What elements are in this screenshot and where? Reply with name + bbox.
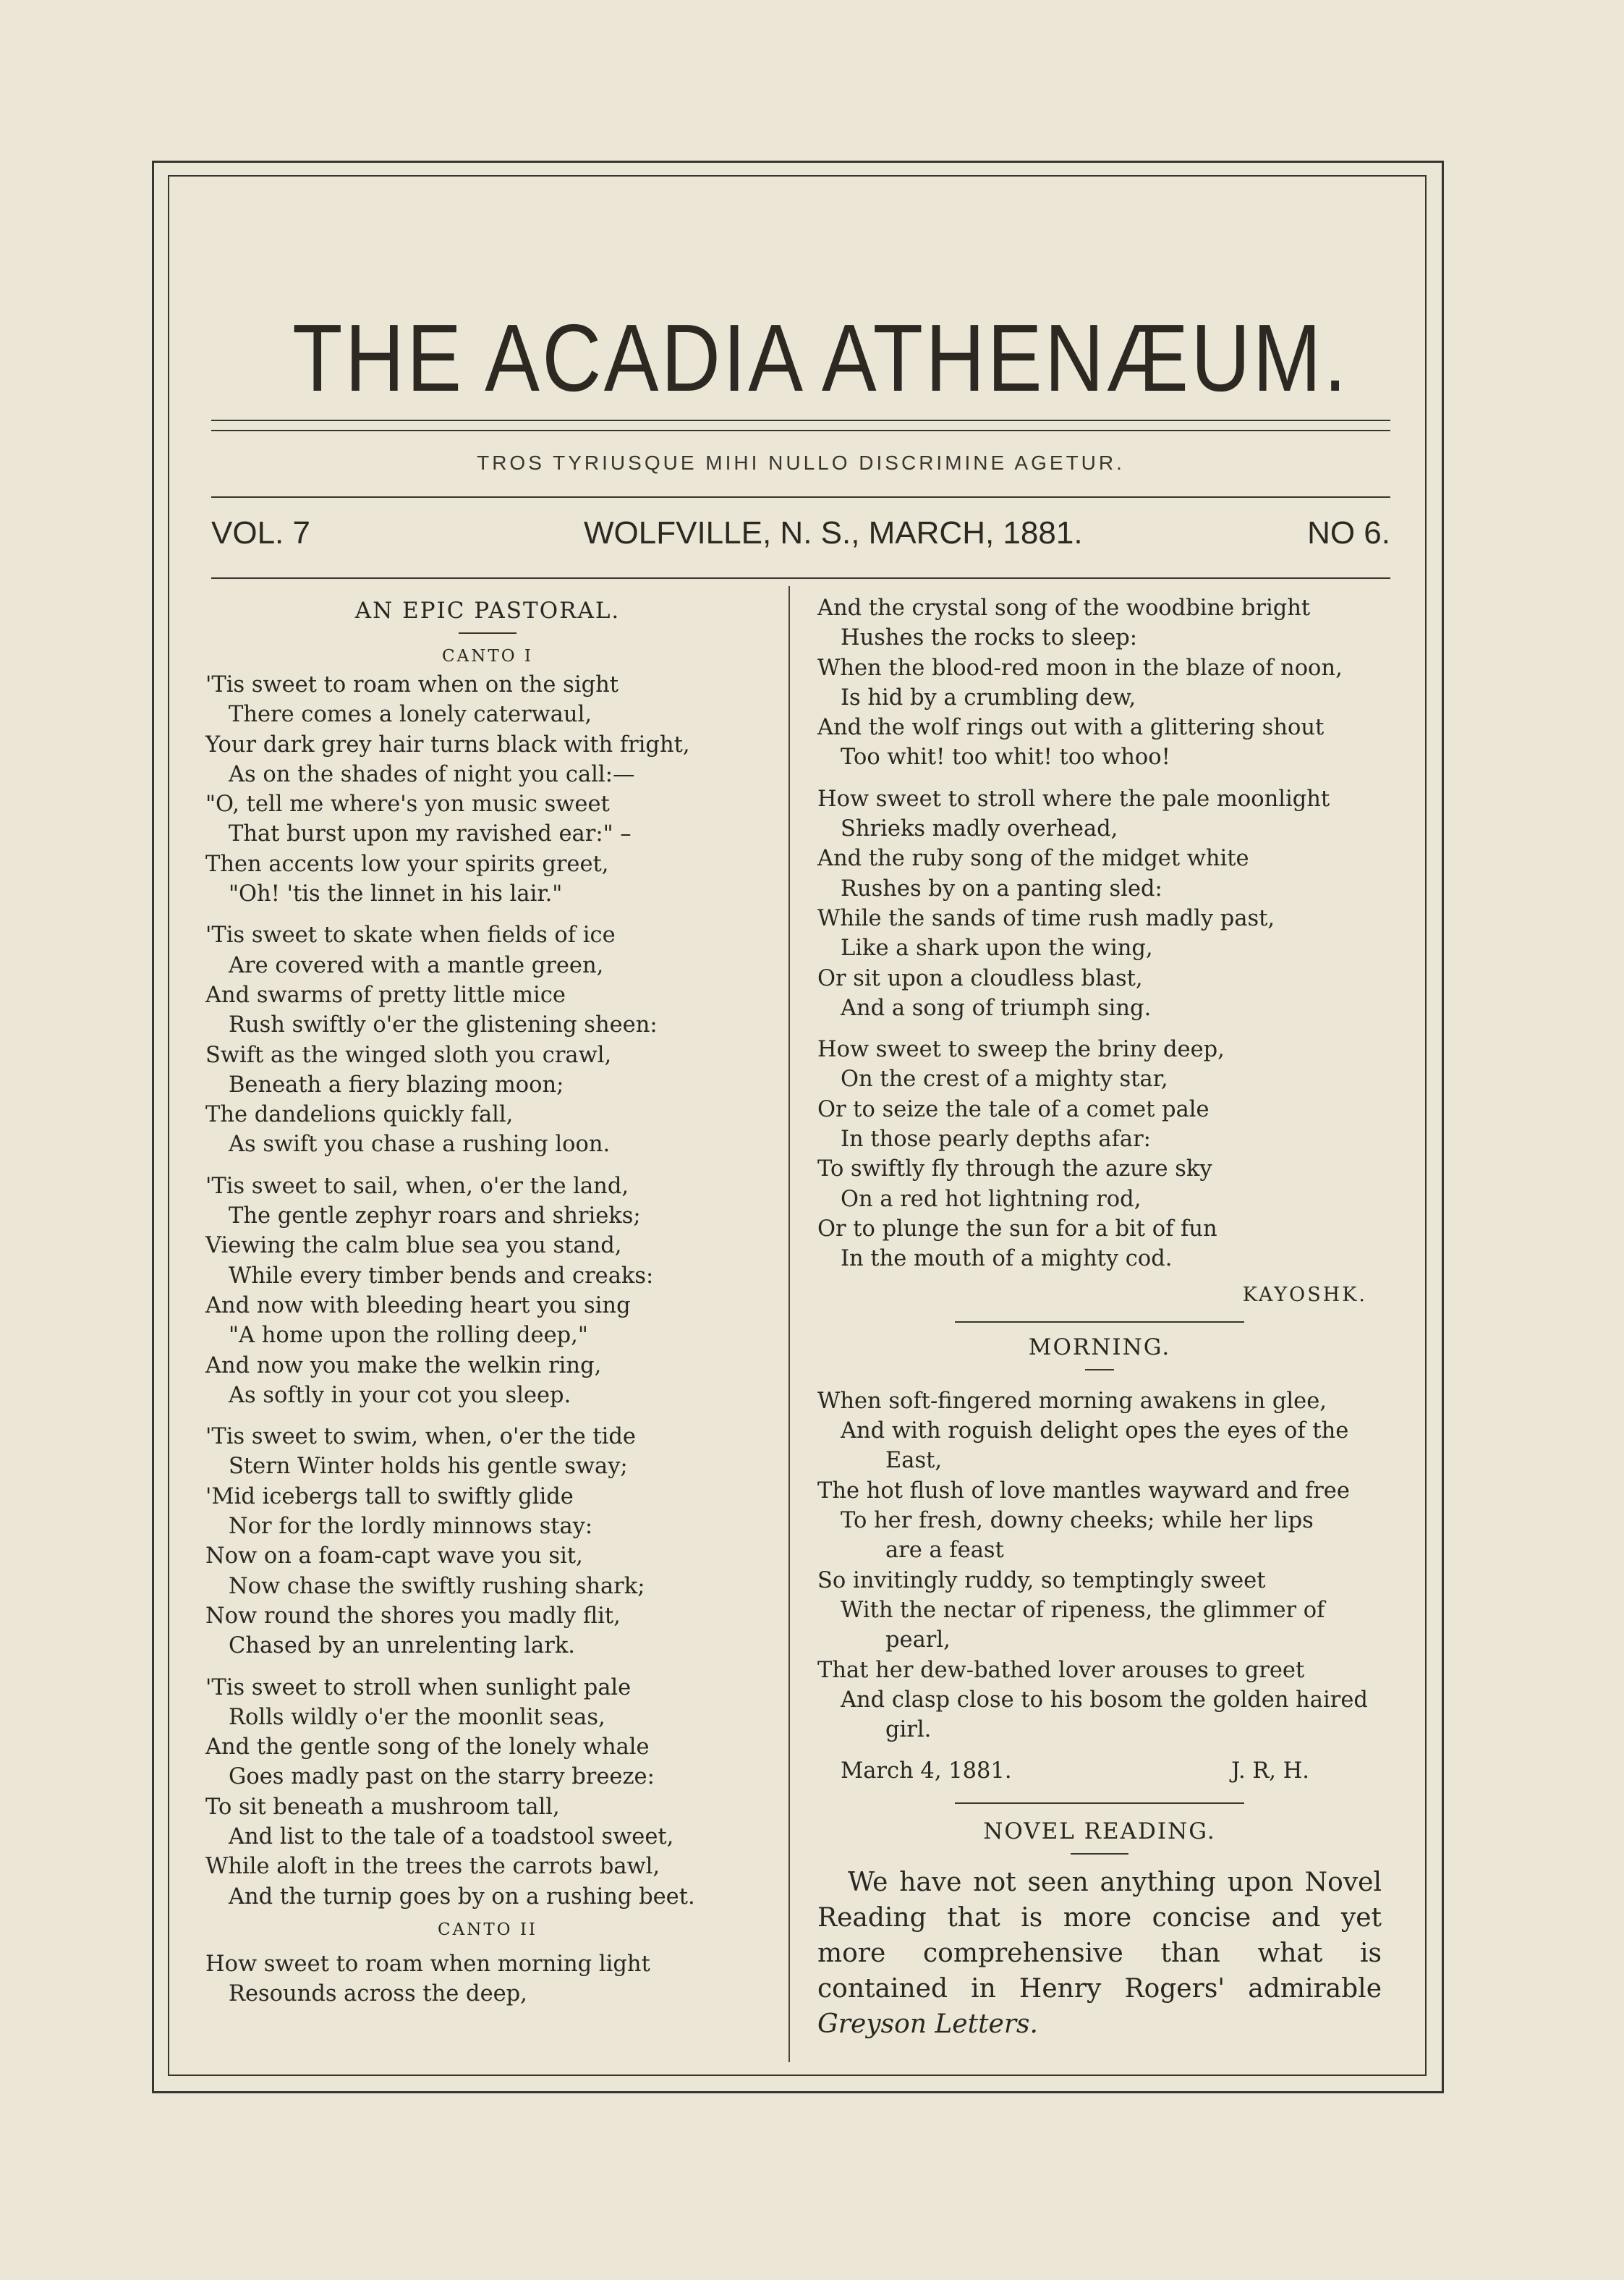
verse-line: To her fresh, downy cheeks; while her lips — [841, 1508, 1314, 1534]
verse-line: Rushes by on a panting sled: — [841, 876, 1162, 902]
verse-line: How sweet to stroll where the pale moonlight — [817, 786, 1330, 812]
verse-line: Your dark grey hair turns black with fright, — [205, 732, 690, 758]
verse-line: Too whit! too whit! too whoo! — [841, 745, 1170, 771]
verse-line: pearl, — [885, 1627, 951, 1653]
novel-reading-text — [817, 1865, 1382, 2042]
issue-number: NO 6. — [1307, 515, 1390, 551]
verse-line: 'Tis sweet to sail, when, o'er the land, — [205, 1173, 629, 1199]
stanza — [817, 593, 1382, 773]
verse-line: On the crest of a mighty star, — [841, 1067, 1168, 1093]
verse-line: Resounds across the deep, — [229, 1981, 527, 2007]
verse-line: With the nectar of ripeness, the glimmer of — [841, 1597, 1325, 1623]
verse-line: And the ruby song of the midget white — [817, 846, 1249, 872]
verse-line: 'Tis sweet to stroll when sunlight pale — [205, 1674, 632, 1700]
verse-line: In the mouth of a mighty cod. — [841, 1246, 1173, 1272]
verse-line: And the wolf rings out with a glittering shout — [817, 715, 1325, 741]
stanza — [205, 1949, 770, 2009]
canto-heading: CANTO I — [442, 647, 533, 666]
verse-line: And now you make the welkin ring, — [205, 1352, 602, 1378]
stanza — [817, 1035, 1382, 1274]
verse-line: When soft-fingered morning awakens in glee, — [817, 1388, 1327, 1414]
title-rule — [1071, 1853, 1128, 1855]
stanza — [205, 1171, 770, 1410]
issue-line-rule — [211, 577, 1390, 579]
verse-line: Or sit upon a cloudless blast, — [817, 965, 1143, 991]
verse-line: And with roguish delight opes the eyes of the — [841, 1418, 1349, 1444]
morning-dateline — [817, 1756, 1382, 1788]
stanza — [205, 920, 770, 1159]
verse-line: And the crystal song of the woodbine bright — [817, 596, 1311, 621]
verse-line: Like a shark upon the wing, — [841, 936, 1153, 962]
verse-line: And a song of triumph sing. — [841, 995, 1152, 1021]
verse-line: There comes a lonely caterwaul, — [229, 702, 592, 728]
verse-line: Now on a foam-capt wave you sit, — [205, 1543, 583, 1569]
verse-line: Now round the shores you madly flit, — [205, 1603, 621, 1629]
title-rule — [1085, 1369, 1114, 1370]
verse-line: And the turnip goes by on a rushing beet. — [229, 1883, 695, 1910]
verse-line: How sweet to roam when morning light — [205, 1951, 650, 1977]
novel-title: NOVEL READING. — [983, 1818, 1216, 1845]
canto-heading: CANTO II — [437, 1920, 537, 1939]
verse-line: Chased by an unrelenting lark. — [229, 1633, 575, 1659]
section-separator — [955, 1802, 1244, 1804]
verse-line: are a feast — [885, 1538, 1004, 1564]
verse-line: While aloft in the trees the carrots bawl, — [205, 1854, 660, 1880]
verse-line: "O, tell me where's yon music sweet — [205, 792, 610, 818]
verse-line: Goes madly past on the starry breeze: — [229, 1764, 655, 1790]
journal-title: THE ACADIA ATHENÆUM. — [292, 305, 1349, 411]
verse-line: Viewing the calm blue sea you stand, — [205, 1233, 622, 1259]
morning-poem — [817, 1386, 1382, 1745]
verse-line: How sweet to sweep the briny deep, — [817, 1037, 1225, 1063]
verse-line: "A home upon the rolling deep," — [229, 1323, 588, 1349]
verse-line: 'Tis sweet to roam when on the sight — [205, 672, 619, 698]
verse-line: Hushes the rocks to sleep: — [841, 625, 1138, 651]
verse-line: East, — [885, 1448, 943, 1474]
verse-line: While every timber bends and creaks: — [229, 1263, 654, 1289]
verse-line: To swiftly fly through the azure sky — [817, 1156, 1212, 1182]
verse-line: Stern Winter holds his gentle sway; — [229, 1454, 628, 1480]
verse-line: In those pearly depths afar: — [841, 1127, 1151, 1153]
poem-title: AN EPIC PASTORAL. — [354, 598, 621, 624]
novel-text: We have not seen anything upon Novel Reading that is more concise and yet more comprehensive than what is contained in Henry Rogers' admirable — [817, 1868, 1382, 2004]
verse-line: 'Tis sweet to swim, when, o'er the tide — [205, 1424, 636, 1450]
poem-author: KAYOSHK. — [1242, 1283, 1367, 1306]
poem-date: March 4, 1881. — [841, 1758, 1012, 1784]
verse-line: "Oh! 'tis the linnet in his lair." — [229, 881, 563, 907]
verse-line: And the gentle song of the lonely whale — [205, 1734, 650, 1760]
masthead — [210, 304, 1389, 412]
poem-signature: J. R, H. — [1231, 1758, 1309, 1784]
stanza — [205, 670, 770, 909]
verse-line: girl. — [885, 1717, 932, 1743]
verse-line: Or to seize the tale of a comet pale — [817, 1096, 1210, 1122]
verse-line: And clasp close to his bosom the golden haired — [841, 1687, 1368, 1713]
verse-line: Nor for the lordly minnows stay: — [229, 1514, 593, 1540]
place-date: WOLFVILLE, N. S., MARCH, 1881. — [584, 515, 1083, 551]
stanza — [205, 1422, 770, 1661]
verse-line: Or to plunge the sun for a bit of fun — [817, 1216, 1217, 1242]
motto-rule — [211, 496, 1390, 498]
verse-line: 'Mid icebergs tall to swiftly glide — [205, 1483, 574, 1509]
verse-line: Rolls wildly o'er the moonlit seas, — [229, 1704, 605, 1730]
verse-line: That her dew-bathed lover arouses to greet — [817, 1657, 1305, 1683]
verse-line: The gentle zephyr roars and shrieks; — [229, 1203, 641, 1229]
verse-line: Now chase the swiftly rushing shark; — [229, 1573, 645, 1599]
verse-line: Rush swiftly o'er the glistening sheen: — [229, 1012, 658, 1038]
verse-line: And now with bleeding heart you sing — [205, 1292, 631, 1318]
verse-line: As softly in your cot you sleep. — [229, 1382, 571, 1408]
verse-line: That burst upon my ravished ear:" – — [229, 821, 632, 847]
verse-line: And list to the tale of a toadstool sweet, — [229, 1823, 674, 1849]
stanza — [205, 1673, 770, 1912]
column-divider — [788, 586, 790, 2062]
section-separator — [955, 1321, 1244, 1323]
verse-line: Shrieks madly overhead, — [841, 816, 1118, 842]
verse-line: So invitingly ruddy, so temptingly sweet — [817, 1567, 1266, 1593]
verse-line: Then accents low your spirits greet, — [205, 851, 609, 877]
morning-title: MORNING. — [1028, 1334, 1171, 1360]
journal-motto: TROS TYRIUSQUE MIHI NULLO DISCRIMINE AGETUR. — [477, 452, 1125, 474]
left-column — [205, 593, 770, 2020]
verse-line: 'Tis sweet to skate when fields of ice — [205, 923, 616, 949]
right-column — [817, 593, 1382, 2042]
stanza — [817, 784, 1382, 1023]
masthead-double-rule — [211, 420, 1390, 431]
verse-line: As swift you chase a rushing loon. — [229, 1132, 611, 1158]
verse-line: Swift as the winged sloth you crawl, — [205, 1042, 612, 1068]
verse-line: The hot flush of love mantles wayward and free — [817, 1478, 1350, 1504]
verse-line: To sit beneath a mushroom tall, — [205, 1794, 560, 1820]
book-title: Greyson Letters. — [817, 2009, 1038, 2040]
verse-line: Are covered with a mantle green, — [229, 952, 604, 978]
issue-line — [211, 515, 1390, 559]
volume-label: VOL. 7 — [211, 515, 310, 551]
verse-line: And swarms of pretty little mice — [205, 982, 566, 1008]
title-rule — [459, 632, 516, 634]
verse-line: While the sands of time rush madly past, — [817, 905, 1275, 931]
verse-line: As on the shades of night you call:— — [229, 761, 635, 787]
verse-line: Beneath a fiery blazing moon; — [229, 1072, 564, 1098]
verse-line: On a red hot lightning rod, — [841, 1186, 1142, 1212]
verse-line: The dandelions quickly fall, — [205, 1102, 514, 1128]
verse-line: When the blood-red moon in the blaze of noon, — [817, 655, 1343, 681]
verse-line: Is hid by a crumbling dew, — [841, 685, 1136, 711]
